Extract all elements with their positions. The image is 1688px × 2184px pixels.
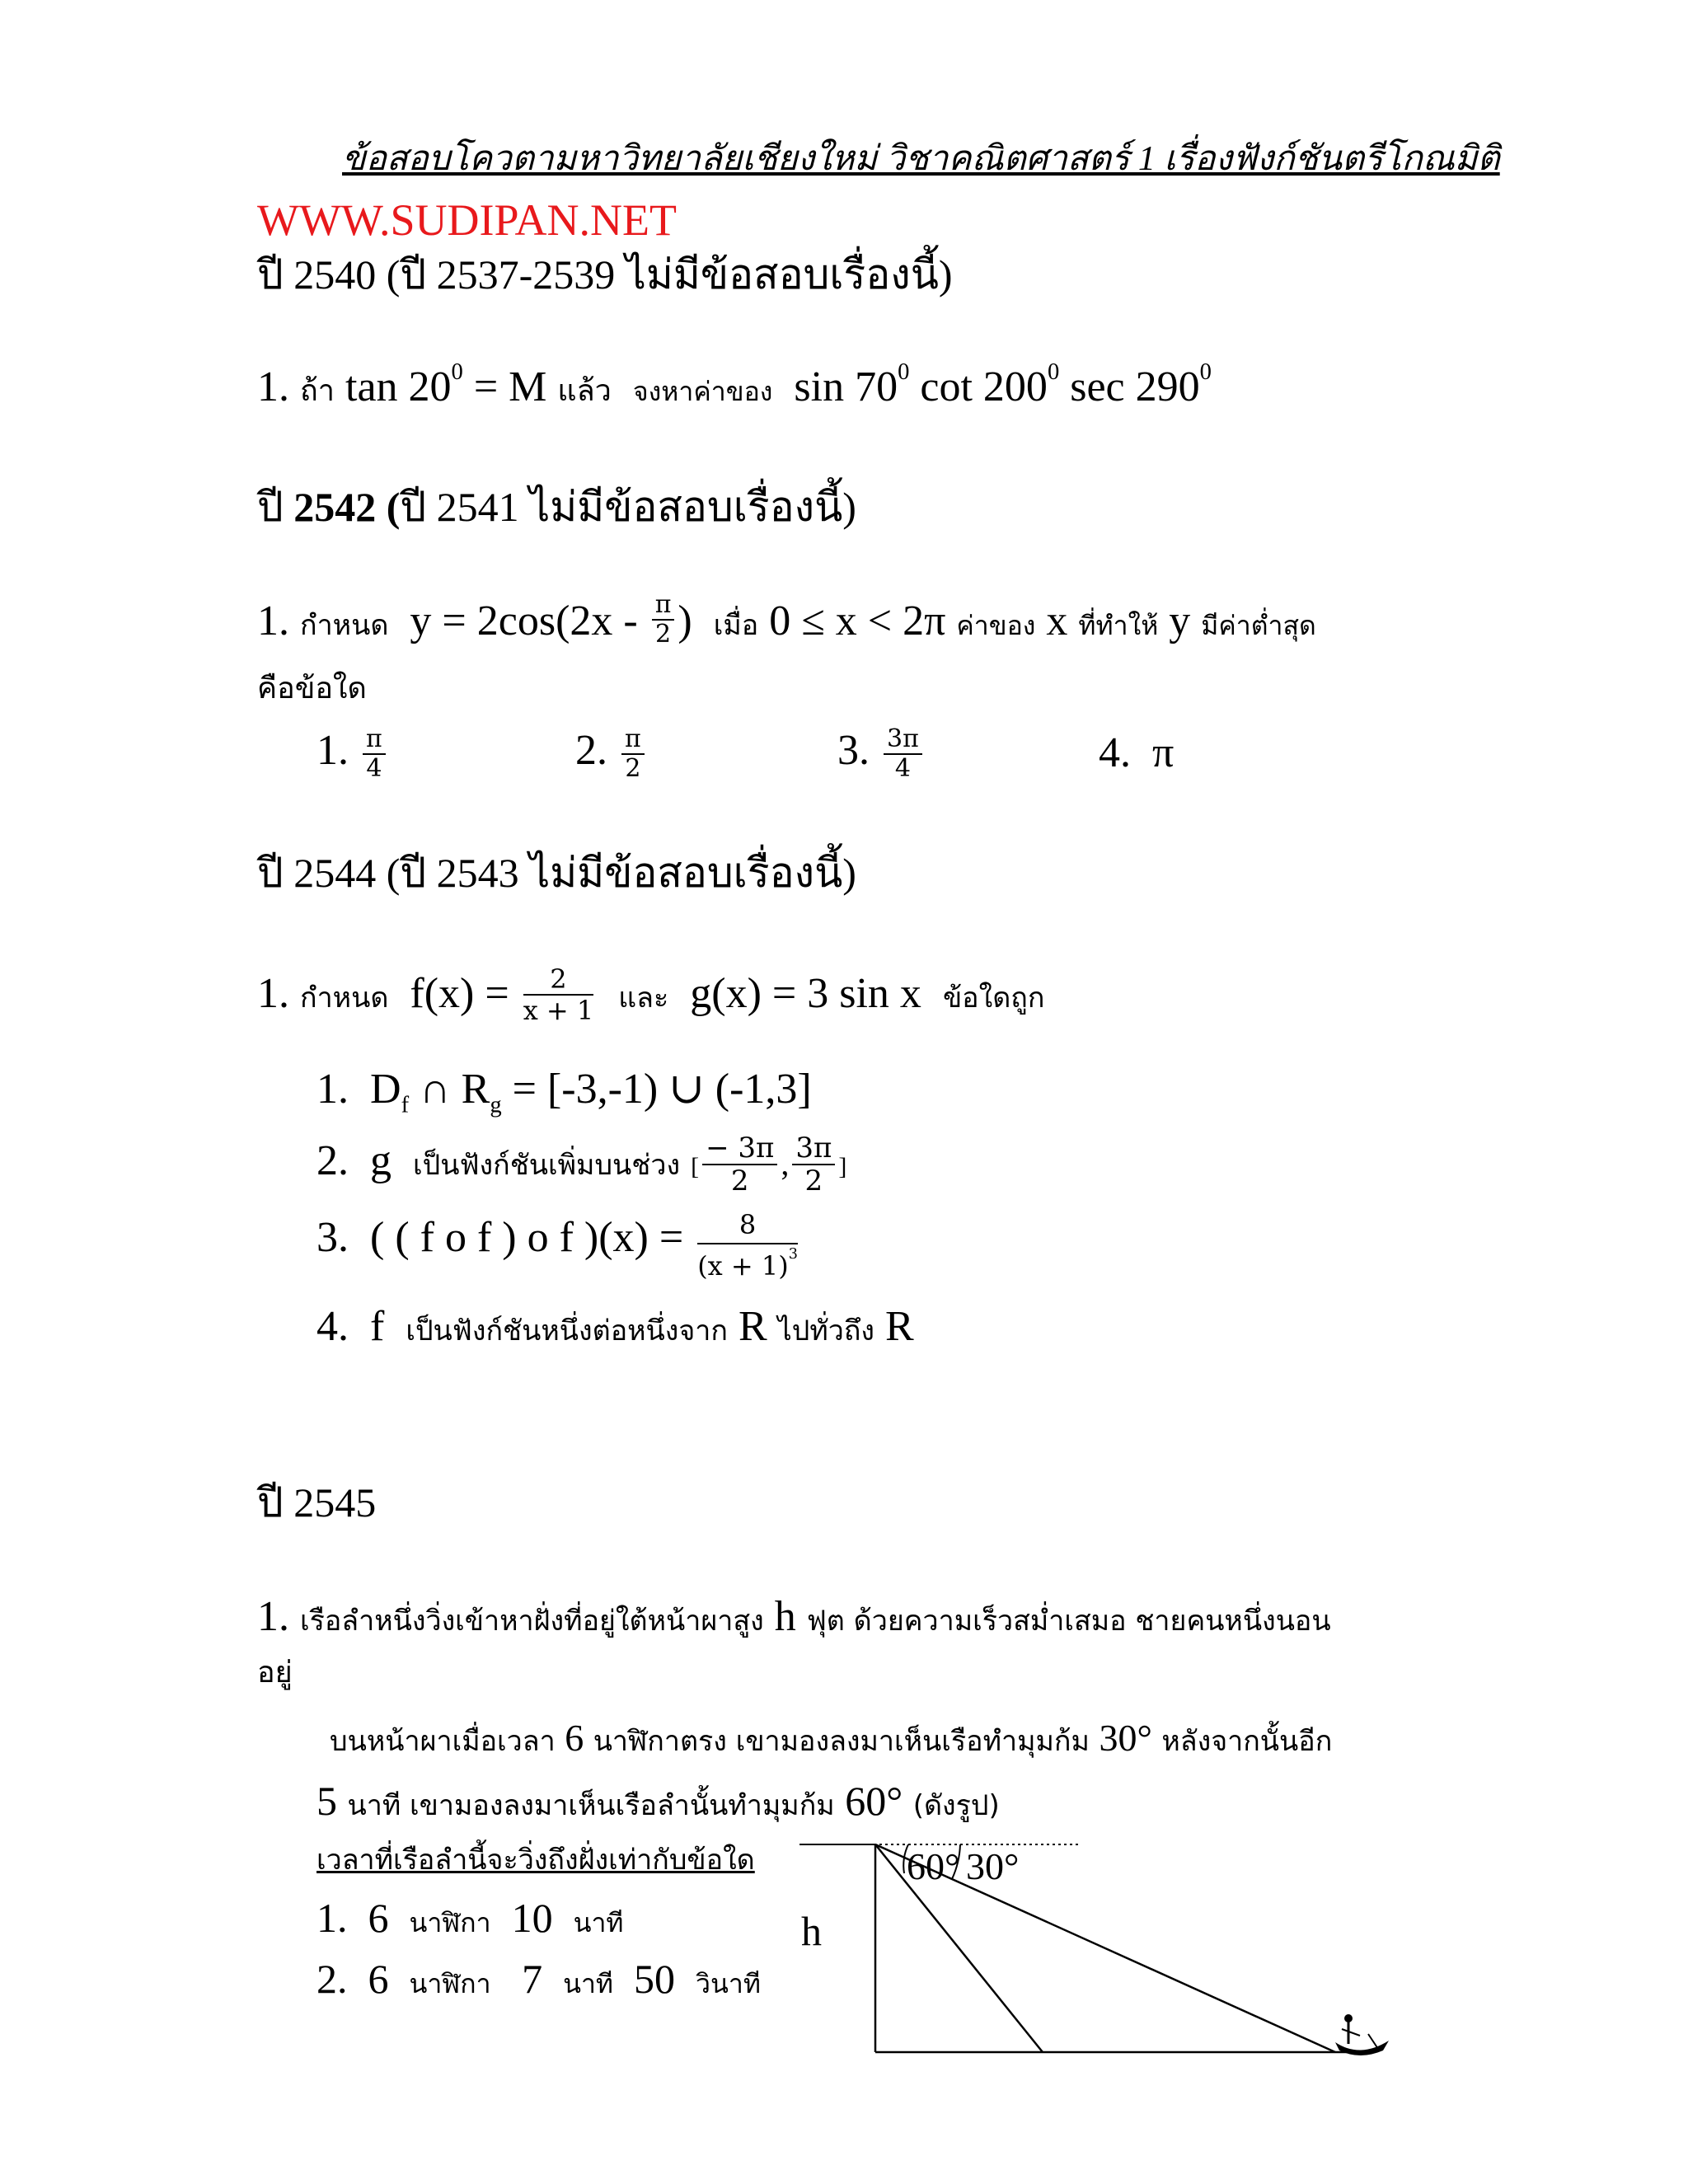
- cliff-diagram: [791, 1838, 1657, 2085]
- choice-2544-1[interactable]: 1. $D_f$ ∩ $R_g = [-3,-1)$ ∪ (-1,3]: [316, 1066, 812, 1118]
- question-number: 1.: [257, 363, 289, 410]
- f-definition: f(x) =: [410, 969, 509, 1017]
- question-2544-1: 1. กำหนด f(x) = $\frac{2}{x + 1}$ และ g(x) = 3 sin x ข้อใดถูก: [257, 963, 1045, 1026]
- g-definition: g(x) = 3 sin x: [690, 969, 921, 1017]
- choice-2542-2[interactable]: 2. $\frac{\pi}{2}$: [575, 727, 648, 781]
- term-cot: cot 200: [920, 363, 1048, 410]
- term-sec: sec 290: [1070, 363, 1200, 410]
- degree-sup: 0: [451, 359, 463, 385]
- question-2545-1-line3: บนหน้าผาเมื่อเวลา 6 นาฬิกาตรง เขามองลงมาเห็นเรือทำมุมก้ม 30° หลังจากนั้นอีก: [330, 1717, 1333, 1759]
- section-heading-2545: ปี 2545: [257, 1479, 377, 1526]
- if-word: ถ้า: [300, 374, 335, 408]
- section-heading-2542: ปี 2542 (ปี 2541 ไม่มีข้อสอบเรื่องนี้): [257, 484, 856, 530]
- question-2545-1-line1: 1. เรือลำหนึ่งวิ่งเข้าหาฝั่งที่อยู่ใต้หน้าผาสูง h ฟุต ด้วยความเร็วสม่ำเสมอ ชายคนหนึ่งนอน: [257, 1593, 1331, 1640]
- choice-2545-1[interactable]: 1. 6 นาฬิกา 10 นาที: [316, 1895, 624, 1941]
- question-number: 1.: [257, 598, 289, 644]
- term-sin: sin 70: [794, 363, 898, 410]
- equals-m: = M: [473, 363, 547, 410]
- angle-label-60: 60°: [907, 1845, 960, 1887]
- question-2545-1-line4: 5 นาที เขามองลงมาเห็นเรือลำนั้นทำมุมก้ม 60° (ดังรูป): [316, 1778, 1000, 1824]
- choice-2542-3[interactable]: 3. $\frac{3\pi}{4}$: [837, 727, 926, 781]
- pi-over-two-fraction: $\frac{\pi}{2}$: [652, 593, 675, 647]
- angle-label-30: 30°: [966, 1845, 1020, 1887]
- choice-2544-4[interactable]: 4. f เป็นฟังก์ชันหนึ่งต่อหนึ่งจาก R ไปทั่วถึง R: [316, 1303, 914, 1350]
- choice-2542-4[interactable]: 4. π: [1099, 729, 1175, 776]
- question-2540-1: [257, 359, 1212, 410]
- question-2542-1: 1. กำหนด y = 2cos(2x - $\frac{\pi}{2}$ ) เมื่อ 0 ≤ x < 2π ค่าของ x ที่ทำให้ y มีค่าต่ำสุด: [257, 590, 1316, 649]
- choice-2545-2[interactable]: 2. 6 นาฬิกา 7 นาที 50 วินาที: [316, 1956, 761, 2002]
- degree-sup: 0: [1047, 359, 1060, 385]
- question-2542-1-line2: คือข้อใด: [257, 672, 367, 705]
- choice-2544-3[interactable]: 3. ( ( f o f ) o f )(x) = $\frac{8}{(x + 1)^3}$: [316, 1209, 798, 1282]
- choice-2544-2[interactable]: 2. g เป็นฟังก์ชันเพิ่มบนช่วง [ $\frac{- 3\pi}{2}$ , $\frac{3\pi}{2}$ ]: [316, 1132, 847, 1197]
- section-heading-2544: ปี 2544 (ปี 2543 ไม่มีข้อสอบเรื่องนี้): [257, 850, 856, 896]
- function-expr: y = 2cos(2x -: [410, 598, 638, 644]
- question-2545-1-line2: อยู่: [257, 1656, 293, 1690]
- f-fraction: $\frac{2}{x + 1}$: [523, 963, 594, 1026]
- domain-expr: 0 ≤ x < 2π: [769, 598, 946, 644]
- height-label: h: [801, 1908, 822, 1954]
- then-word: แล้ว: [557, 374, 612, 408]
- question-2545-1-line5: เวลาที่เรือลำนี้จะวิ่งถึงฝั่งเท่ากับข้อใด: [316, 1844, 755, 1877]
- document-title: ข้อสอบโควตามหาวิทยาลัยเชียงใหม่ วิชาคณิตศาสตร์ 1 เรื่องฟังก์ชันตรีโกณมิติ: [342, 140, 1500, 178]
- choice-2542-1[interactable]: 1. $\frac{\pi}{4}$: [316, 727, 389, 781]
- when-word: เมื่อ: [713, 609, 759, 642]
- boat-icon: [1335, 2014, 1389, 2055]
- fof-fraction: $\frac{8}{(x + 1)^3}$: [697, 1209, 798, 1282]
- find-word: จงหาค่าของ: [632, 376, 773, 407]
- given-word: กำหนด: [300, 609, 389, 642]
- website-url[interactable]: WWW.SUDIPAN.NET: [257, 195, 677, 245]
- degree-sup: 0: [898, 359, 910, 385]
- degree-sup: 0: [1199, 359, 1212, 385]
- value-of-word: ค่าของ: [956, 610, 1036, 641]
- section-heading-2540: ปี 2540 (ปี 2537-2539 ไม่มีข้อสอบเรื่องนี้): [257, 251, 953, 298]
- premise-expr: tan 20: [345, 363, 452, 410]
